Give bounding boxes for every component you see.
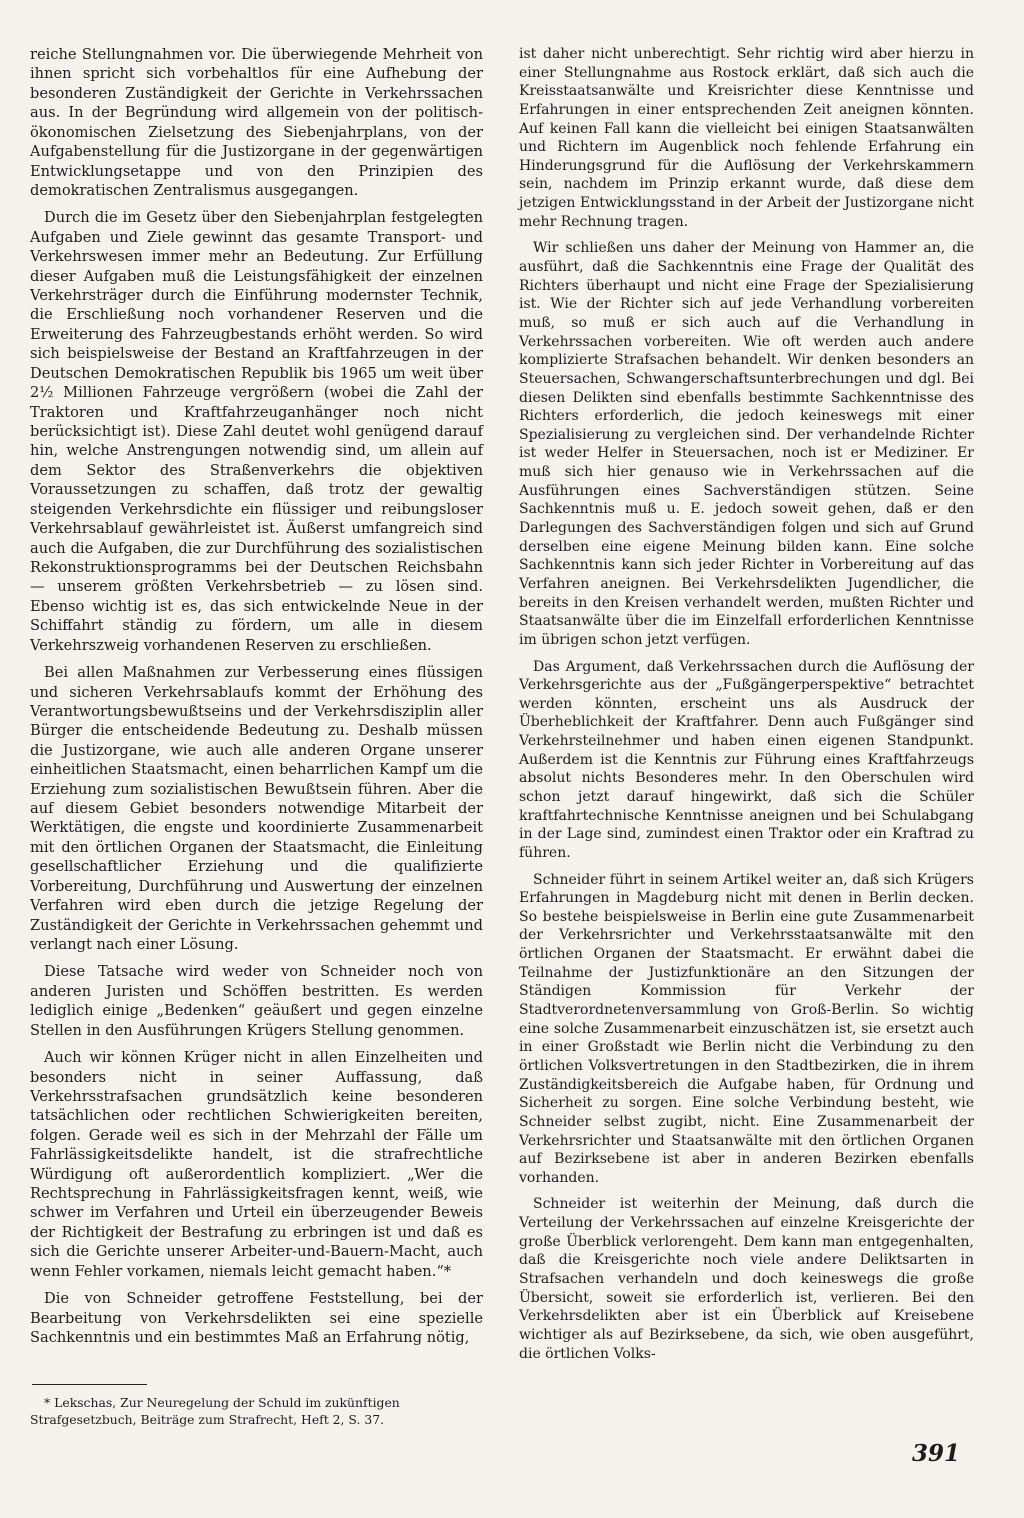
paragraph: reiche Stellungnahmen vor. Die überwiegende Mehrheit von ihnen spricht sich vorbehaltlos für eine Aufhebung der besonderen Zuständigkeit der Gerichte in Verkehrssachen aus. In der Begründung wird allgemein von der politisch-ökonomischen Zielsetzung des Siebenjahrplans, von der Aufgabenstellung für die Justizorgane in der gegenwärtigen Entwicklungsetappe und von den Prinzipien des demokratischen Zentralismus ausgegangen. xyxy=(30,46,483,199)
paragraph: Das Argument, daß Verkehrssachen durch die Auflösung der Verkehrsgerichte aus der „Fußgängerperspektive“ betrachtet werden könnten, erscheint uns als Ausdruck der Überheblichkeit der Kraftfahrer. Denn auch Fußgänger sind Verkehrsteilnehmer und haben einen eigenen Standpunkt. Außerdem ist die Kenntnis zur Führung eines Kraftfahrzeugs absolut nichts Besonderes mehr. In den Oberschulen wird schon jetzt darauf hingewirkt, daß sich die Schüler kraftfahrtechnische Kenntnisse aneignen und bei Schulabgang in der Lage sind, zumindest einen Traktor oder ein Kraftrad zu führen. xyxy=(519,658,974,861)
paragraph: Wir schließen uns daher der Meinung von Hammer an, die ausführt, daß die Sachkenntnis eine Frage der Qualität des Richters überhaupt und nicht eine Frage der Spezialisierung ist. Wie der Richter sich auf jede Verhandlung vorbereiten muß, so muß er sich auch auf die Verhandlung in Verkehrssachen vorbereiten. Wie oft werden auch andere komplizierte Strafsachen behandelt. Wir denken besonders an Steuersachen, Schwangerschaftsunterbrechungen und dgl. Bei diesen Delikten sind ebenfalls bestimmte Sachkenntnisse des Richters erforderlich, die jedoch keineswegs mit einer Spezialisierung zu vergleichen sind. Der verhandelnde Richter ist weder Helfer in Steuersachen, noch ist er Mediziner. Er muß sich hier genauso wie in Verkehrssachen auf die Ausführungen eines Sachverständigen stützen. Seine Sachkenntnis muß u. E. jedoch soweit gehen, daß er den Darlegungen des Sachverständigen folgen und sich auf Grund derselben eine eigene Meinung bilden kann. Eine solche Sachkenntnis kann sich jeder Richter in Vorbereitung auf das Verfahren aneignen. Bei Verkehrsdelikten Jugendlicher, die bereits in den Kreisen verhandelt werden, mußten Richter und Staatsanwälte über die im Einzelfall erforderlichen Kenntnisse im übrigen schon jetzt verfügen. xyxy=(519,240,974,648)
paragraph: Schneider führt in seinem Artikel weiter an, daß sich Krügers Erfahrungen in Magdeburg nicht mit denen in Berlin decken. So bestehe beispielsweise in Berlin eine gute Zusammenarbeit der Verkehrsrichter und Verkehrsstaatsanwälte mit den örtlichen Organen der Staatsmacht. Er erwähnt dabei die Teilnahme der Justizfunktionäre an den Sitzungen der Ständigen Kommission für Verkehr der Stadtverordnetenversammlung von Groß-Berlin. So wichtig eine solche Zusammenarbeit einzuschätzen ist, sie ersetzt auch in einer Großstadt wie Berlin nicht die Verbindung zu den örtlichen Volksvertretungen in den Stadtbezirken, die in ihrem Zuständigkeitsbereich die Aufgabe haben, für Ordnung und Sicherheit zu sorgen. Eine solche Verbindung besteht, wie Schneider selbst zugibt, nicht. Eine Zusammenarbeit der Verkehrsrichter und Staatsanwälte mit den örtlichen Organen auf Bezirksebene ist aber in anderen Bezirken ebenfalls vorhanden. xyxy=(519,871,974,1186)
paragraph: Bei allen Maßnahmen zur Verbesserung eines flüssigen und sicheren Verkehrsablaufs kommt der Erhöhung des Verantwortungsbewußtseins und der Verkehrsdisziplin aller Bürger die entscheidende Bedeutung zu. Deshalb müssen die Justizorgane, wie auch alle anderen Organe unserer einheitlichen Staatsmacht, einen beharrlichen Kampf um die Erziehung zum sozialistischen Bewußtsein führen. Aber die auf diesem Gebiet besonders notwendige Mitarbeit der Werktätigen, die engste und koordinierte Zusammenarbeit mit den örtlichen Organen der Staatsmacht, die Einleitung gesellschaftlicher Erziehung und die qualifizierte Vorbereitung, Durchführung und Auswertung der einzelnen Verfahren wird eben durch die jetzige Regelung der Zuständigkeit der Gerichte in Verkehrssachen gehemmt und verlangt nach einer Lösung. xyxy=(30,664,483,953)
page-number: 391 xyxy=(912,1440,961,1467)
paragraph: Auch wir können Krüger nicht in allen Einzelheiten und besonders nicht in seiner Auffassung, daß Verkehrsstrafsachen grundsätzlich keine besonderen tatsächlichen oder rechtlichen Schwierigkeiten bereiten, folgen. Gerade weil es sich in der Mehrzahl der Fälle um Fahrlässigkeitsdelikte handelt, ist die strafrechtliche Würdigung oft außerordentlich kompliziert. „Wer die Rechtsprechung in Fahrlässigkeitsfragen kennt, weiß, wie schwer im Verfahren und Urteil ein überzeugender Beweis der Richtigkeit der Bestrafung zu erbringen ist und daß es sich die Gerichte unserer Arbeiter-und-Bauern-Macht, auch wenn Fehler vorkamen, niemals leicht gemacht haben.“* xyxy=(30,1049,483,1280)
footnote-divider xyxy=(32,1384,147,1385)
footnote-line: * Lekschas, Zur Neuregelung der Schuld im zukünftigen xyxy=(44,1395,400,1410)
footnote xyxy=(30,1394,483,1428)
paragraph: ist daher nicht unberechtigt. Sehr richtig wird aber hierzu in einer Stellungnahme aus Rostock erklärt, daß sich auch die Kreisstaatsanwälte und Kreisrichter diese Kenntnisse und Erfahrungen in einer entsprechenden Zeit aneignen könnten. Auf keinen Fall kann die vielleicht bei einigen Staatsanwälten und Richtern im Augenblick noch fehlende Erfahrung ein Hinderungsgrund für die Auflösung der Verkehrskammern sein, nachdem im Prinzip erkannt wurde, daß diese dem jetzigen Entwicklungsstand in der Arbeit der Justizorgane nicht mehr Rechnung tragen. xyxy=(519,46,974,230)
paragraph: Schneider ist weiterhin der Meinung, daß durch die Verteilung der Verkehrssachen auf einzelne Kreisgerichte der große Überblick verlorengeht. Dem kann man entgegenhalten, daß die Kreisgerichte noch viele andere Deliktsarten in Strafsachen verhandeln und doch keineswegs die große Übersicht, soweit sie erforderlich ist, verlieren. Bei den Verkehrsdelikten aber ist ein Überblick auf Kreisebene wichtiger als auf Bezirksebene, da sich, wie oben ausgeführt, die örtlichen Volks- xyxy=(519,1196,974,1362)
right-column xyxy=(519,45,974,1371)
left-column xyxy=(30,45,483,1355)
paragraph: Durch die im Gesetz über den Siebenjahrplan festgelegten Aufgaben und Ziele gewinnt das gesamte Transport- und Verkehrswesen immer mehr an Bedeutung. Zur Erfüllung dieser Aufgaben muß die Leistungsfähigkeit der einzelnen Verkehrsträger durch die Einführung modernster Technik, die Erschließung noch vorhandener Reserven und die Erweiterung des Fahrzeugbestands erhöht werden. So wird sich beispielsweise der Bestand an Kraftfahrzeugen in der Deutschen Demokratischen Republik bis 1965 um weit über 2½ Millionen Fahrzeuge vergrößern (wobei die Zahl der Traktoren und Kraftfahrzeuganhänger noch nicht berücksichtigt ist). Diese Zahl deutet wohl genügend darauf hin, welche Anstrengungen notwendig sind, um allein auf dem Sektor des Straßenverkehrs die objektiven Voraussetzungen zu schaffen, daß trotz der gewaltig steigenden Verkehrsdichte ein flüssiger und reibungsloser Verkehrsablauf gewährleistet ist. Äußerst umfangreich sind auch die Aufgaben, die zur Durchführung des sozialistischen Rekonstruktionsprogramms bei der Deutschen Reichsbahn — unserem größten Verkehrsbetrieb — zu lösen sind. Ebenso wichtig ist es, das sich entwickelnde Neue in der Schiffahrt ständig zu fördern, um alle in diesem Verkehrszweig vorhandenen Reserven zu erschließen. xyxy=(30,209,483,654)
paragraph: Diese Tatsache wird weder von Schneider noch von anderen Juristen und Schöffen bestritten. Es werden lediglich einige „Bedenken“ geäußert und gegen einzelne Stellen in den Ausführungen Krügers Stellung genommen. xyxy=(30,963,483,1039)
paragraph: Die von Schneider getroffene Feststellung, bei der Bearbeitung von Verkehrsdelikten sei eine spezielle Sachkenntnis und ein bestimmtes Maß an Erfahrung nötig, xyxy=(30,1290,483,1346)
footnote-line: Strafgesetzbuch, Beiträge zum Strafrecht, Heft 2, S. 37. xyxy=(30,1412,385,1427)
